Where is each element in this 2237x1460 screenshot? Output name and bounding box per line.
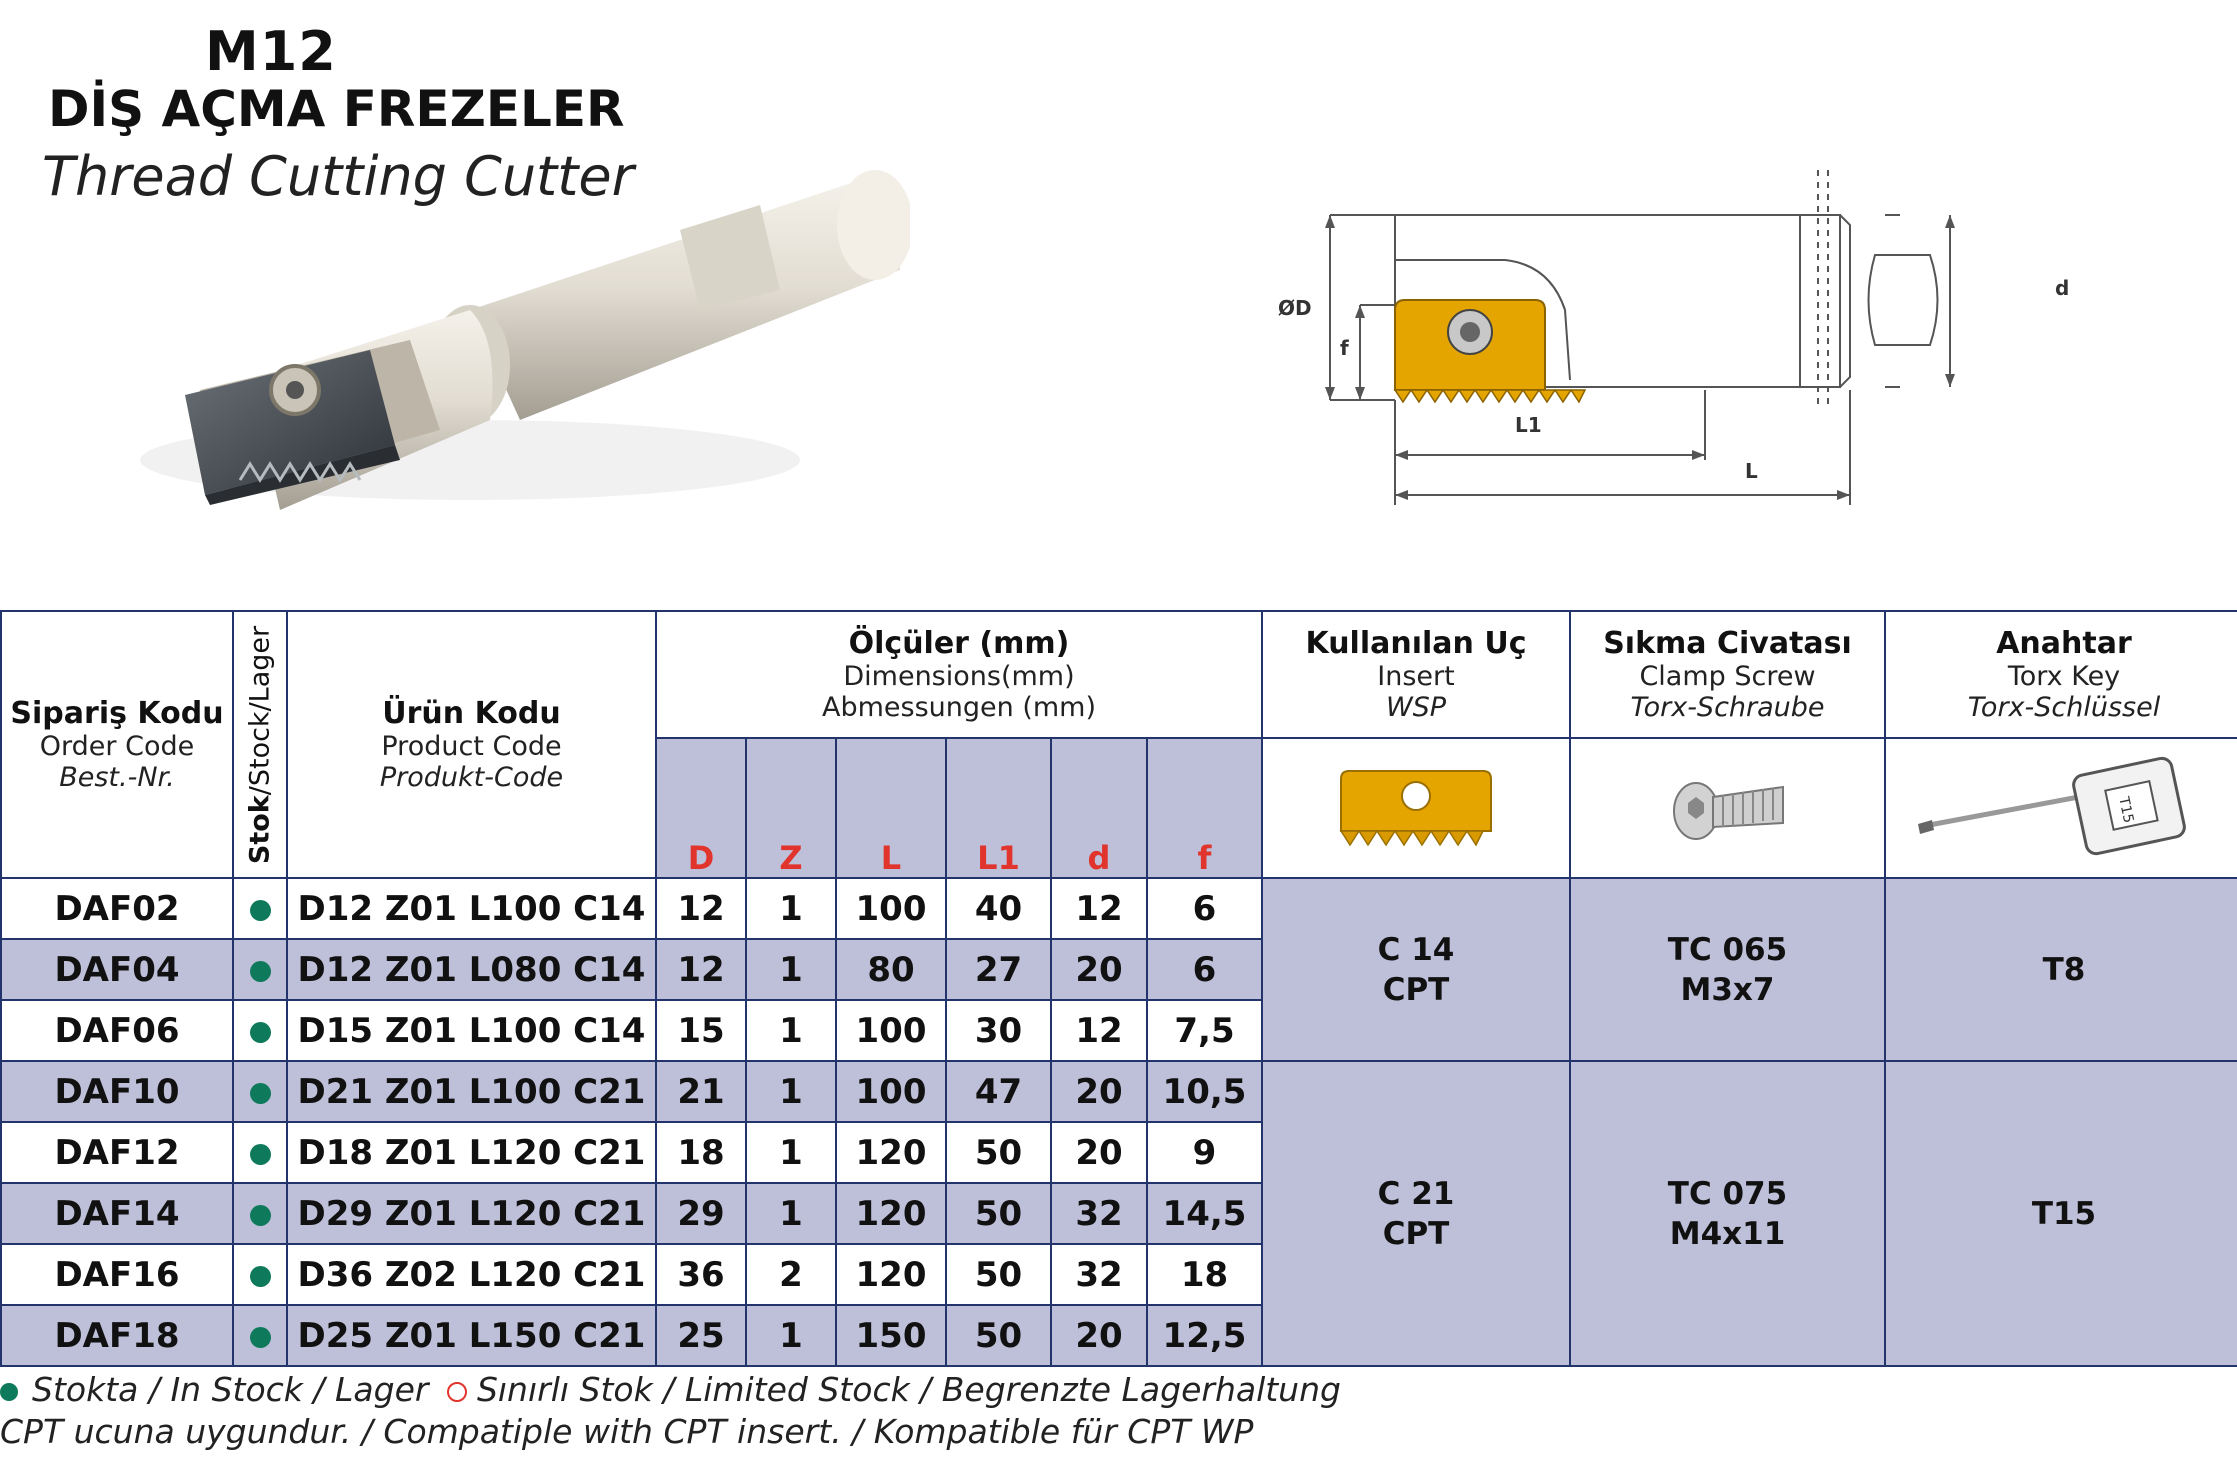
cell-D: 12 [656,878,746,939]
label-L: L [1745,459,1758,483]
limited-stock-ring-icon [447,1382,467,1402]
stock-dot [233,1183,287,1244]
cell-f: 10,5 [1147,1061,1262,1122]
key-group-2: T15 [1885,1061,2237,1366]
svg-text:T15: T15 [2115,795,2137,825]
cell-f: 9 [1147,1122,1262,1183]
cell-L: 100 [836,1000,946,1061]
label-L1: L1 [1515,413,1542,437]
dim-header-D: D [656,738,746,878]
label-f: f [1340,336,1349,360]
stock-dot [233,1000,287,1061]
product-code: D18 Z01 L120 C21 [287,1122,656,1183]
cell-Z: 1 [746,1000,836,1061]
cell-D: 29 [656,1183,746,1244]
label-d: d [2055,276,2070,300]
order-code: DAF06 [1,1000,233,1061]
cell-Z: 1 [746,939,836,1000]
product-code: D15 Z01 L100 C14 [287,1000,656,1061]
insert-icon [1331,751,1501,861]
cell-d: 12 [1051,878,1147,939]
header-stock: Stok/Stock/Lager [233,611,287,878]
order-code: DAF16 [1,1244,233,1305]
cell-L1: 47 [946,1061,1051,1122]
cell-L1: 40 [946,878,1051,939]
product-code: D12 Z01 L100 C14 [287,878,656,939]
cell-d: 12 [1051,1000,1147,1061]
legend-in-stock: Stokta / In Stock / Lager [32,1370,429,1409]
cell-L: 120 [836,1244,946,1305]
cell-L: 100 [836,878,946,939]
insert-group-1: C 14 CPT [1262,878,1570,1061]
cell-L1: 50 [946,1305,1051,1366]
cell-f: 14,5 [1147,1183,1262,1244]
cell-d: 20 [1051,1061,1147,1122]
header-insert: Kullanılan Uç Insert WSP [1262,611,1570,738]
cell-f: 6 [1147,939,1262,1000]
product-table [0,610,2237,1367]
order-code: DAF14 [1,1183,233,1244]
cell-L: 80 [836,939,946,1000]
cell-d: 32 [1051,1244,1147,1305]
product-code: D12 Z01 L080 C14 [287,939,656,1000]
cell-L: 120 [836,1122,946,1183]
header-product-code: Ürün Kodu Product Code Produkt-Code [287,611,656,878]
cell-Z: 1 [746,1061,836,1122]
dim-header-f: f [1147,738,1262,878]
stock-dot [233,1244,287,1305]
cell-f: 18 [1147,1244,1262,1305]
key-image-cell [1885,738,2237,878]
order-code: DAF12 [1,1122,233,1183]
dim-header-L1: L1 [946,738,1051,878]
technical-drawing [1270,170,2110,520]
product-code: D25 Z01 L150 C21 [287,1305,656,1366]
header-dimensions: Ölçüler (mm) Dimensions(mm) Abmessungen (mm) [656,611,1262,738]
screw-group-1: TC 065 M3x7 [1570,878,1885,1061]
stock-dot [233,1305,287,1366]
cell-d: 20 [1051,939,1147,1000]
product-code: D29 Z01 L120 C21 [287,1183,656,1244]
cell-L1: 50 [946,1122,1051,1183]
order-code: DAF04 [1,939,233,1000]
dim-header-L: L [836,738,946,878]
cell-D: 18 [656,1122,746,1183]
cell-L: 150 [836,1305,946,1366]
cell-d: 20 [1051,1122,1147,1183]
cell-Z: 1 [746,1122,836,1183]
clamp-screw-icon [1658,761,1798,851]
screw-group-2: TC 075 M4x11 [1570,1061,1885,1366]
size-title: M12 [205,20,337,83]
order-code: DAF10 [1,1061,233,1122]
cell-f: 7,5 [1147,1000,1262,1061]
cell-D: 36 [656,1244,746,1305]
stock-dot [233,1061,287,1122]
cell-D: 15 [656,1000,746,1061]
cell-Z: 1 [746,1183,836,1244]
header-key: Anahtar Torx Key Torx-Schlüssel [1885,611,2237,738]
cell-Z: 1 [746,878,836,939]
cell-L1: 50 [946,1183,1051,1244]
label-D: ØD [1278,296,1312,320]
title-turkish: DİŞ AÇMA FREZELER [48,80,625,138]
cell-L1: 27 [946,939,1051,1000]
stock-dot [233,878,287,939]
cell-L: 120 [836,1183,946,1244]
dim-header-Z: Z [746,738,836,878]
cell-d: 32 [1051,1183,1147,1244]
compatibility-note: CPT ucuna uygundur. / Compatiple with CPT insert. / Kompatible für CPT WP [0,1412,1254,1451]
cell-L: 100 [836,1061,946,1122]
cell-L1: 30 [946,1000,1051,1061]
screw-image-cell [1570,738,1885,878]
table-row [1,878,2237,939]
stock-legend [0,1370,1341,1409]
table-row [1,1061,2237,1122]
cell-D: 21 [656,1061,746,1122]
legend-limited-stock: Sınırlı Stok / Limited Stock / Begrenzte Lagerhaltung [476,1370,1341,1409]
header-screw: Sıkma Civatası Clamp Screw Torx-Schraube [1570,611,1885,738]
stock-dot [233,939,287,1000]
cell-D: 25 [656,1305,746,1366]
order-code: DAF02 [1,878,233,939]
dim-header-d: d [1051,738,1147,878]
cell-f: 12,5 [1147,1305,1262,1366]
torx-key-icon [1914,746,2214,866]
cell-Z: 2 [746,1244,836,1305]
cell-L1: 50 [946,1244,1051,1305]
title-english: Thread Cutting Cutter [42,145,634,208]
cell-d: 20 [1051,1305,1147,1366]
cell-Z: 1 [746,1305,836,1366]
product-code: D36 Z02 L120 C21 [287,1244,656,1305]
header-order-code: Sipariş Kodu Order Code Best.-Nr. [1,611,233,878]
order-code: DAF18 [1,1305,233,1366]
insert-image-cell [1262,738,1570,878]
key-group-1: T8 [1885,878,2237,1061]
product-code: D21 Z01 L100 C21 [287,1061,656,1122]
cell-f: 6 [1147,878,1262,939]
product-photo [140,160,910,540]
in-stock-dot-icon [0,1383,18,1401]
stock-dot [233,1122,287,1183]
cell-D: 12 [656,939,746,1000]
insert-group-2: C 21 CPT [1262,1061,1570,1366]
